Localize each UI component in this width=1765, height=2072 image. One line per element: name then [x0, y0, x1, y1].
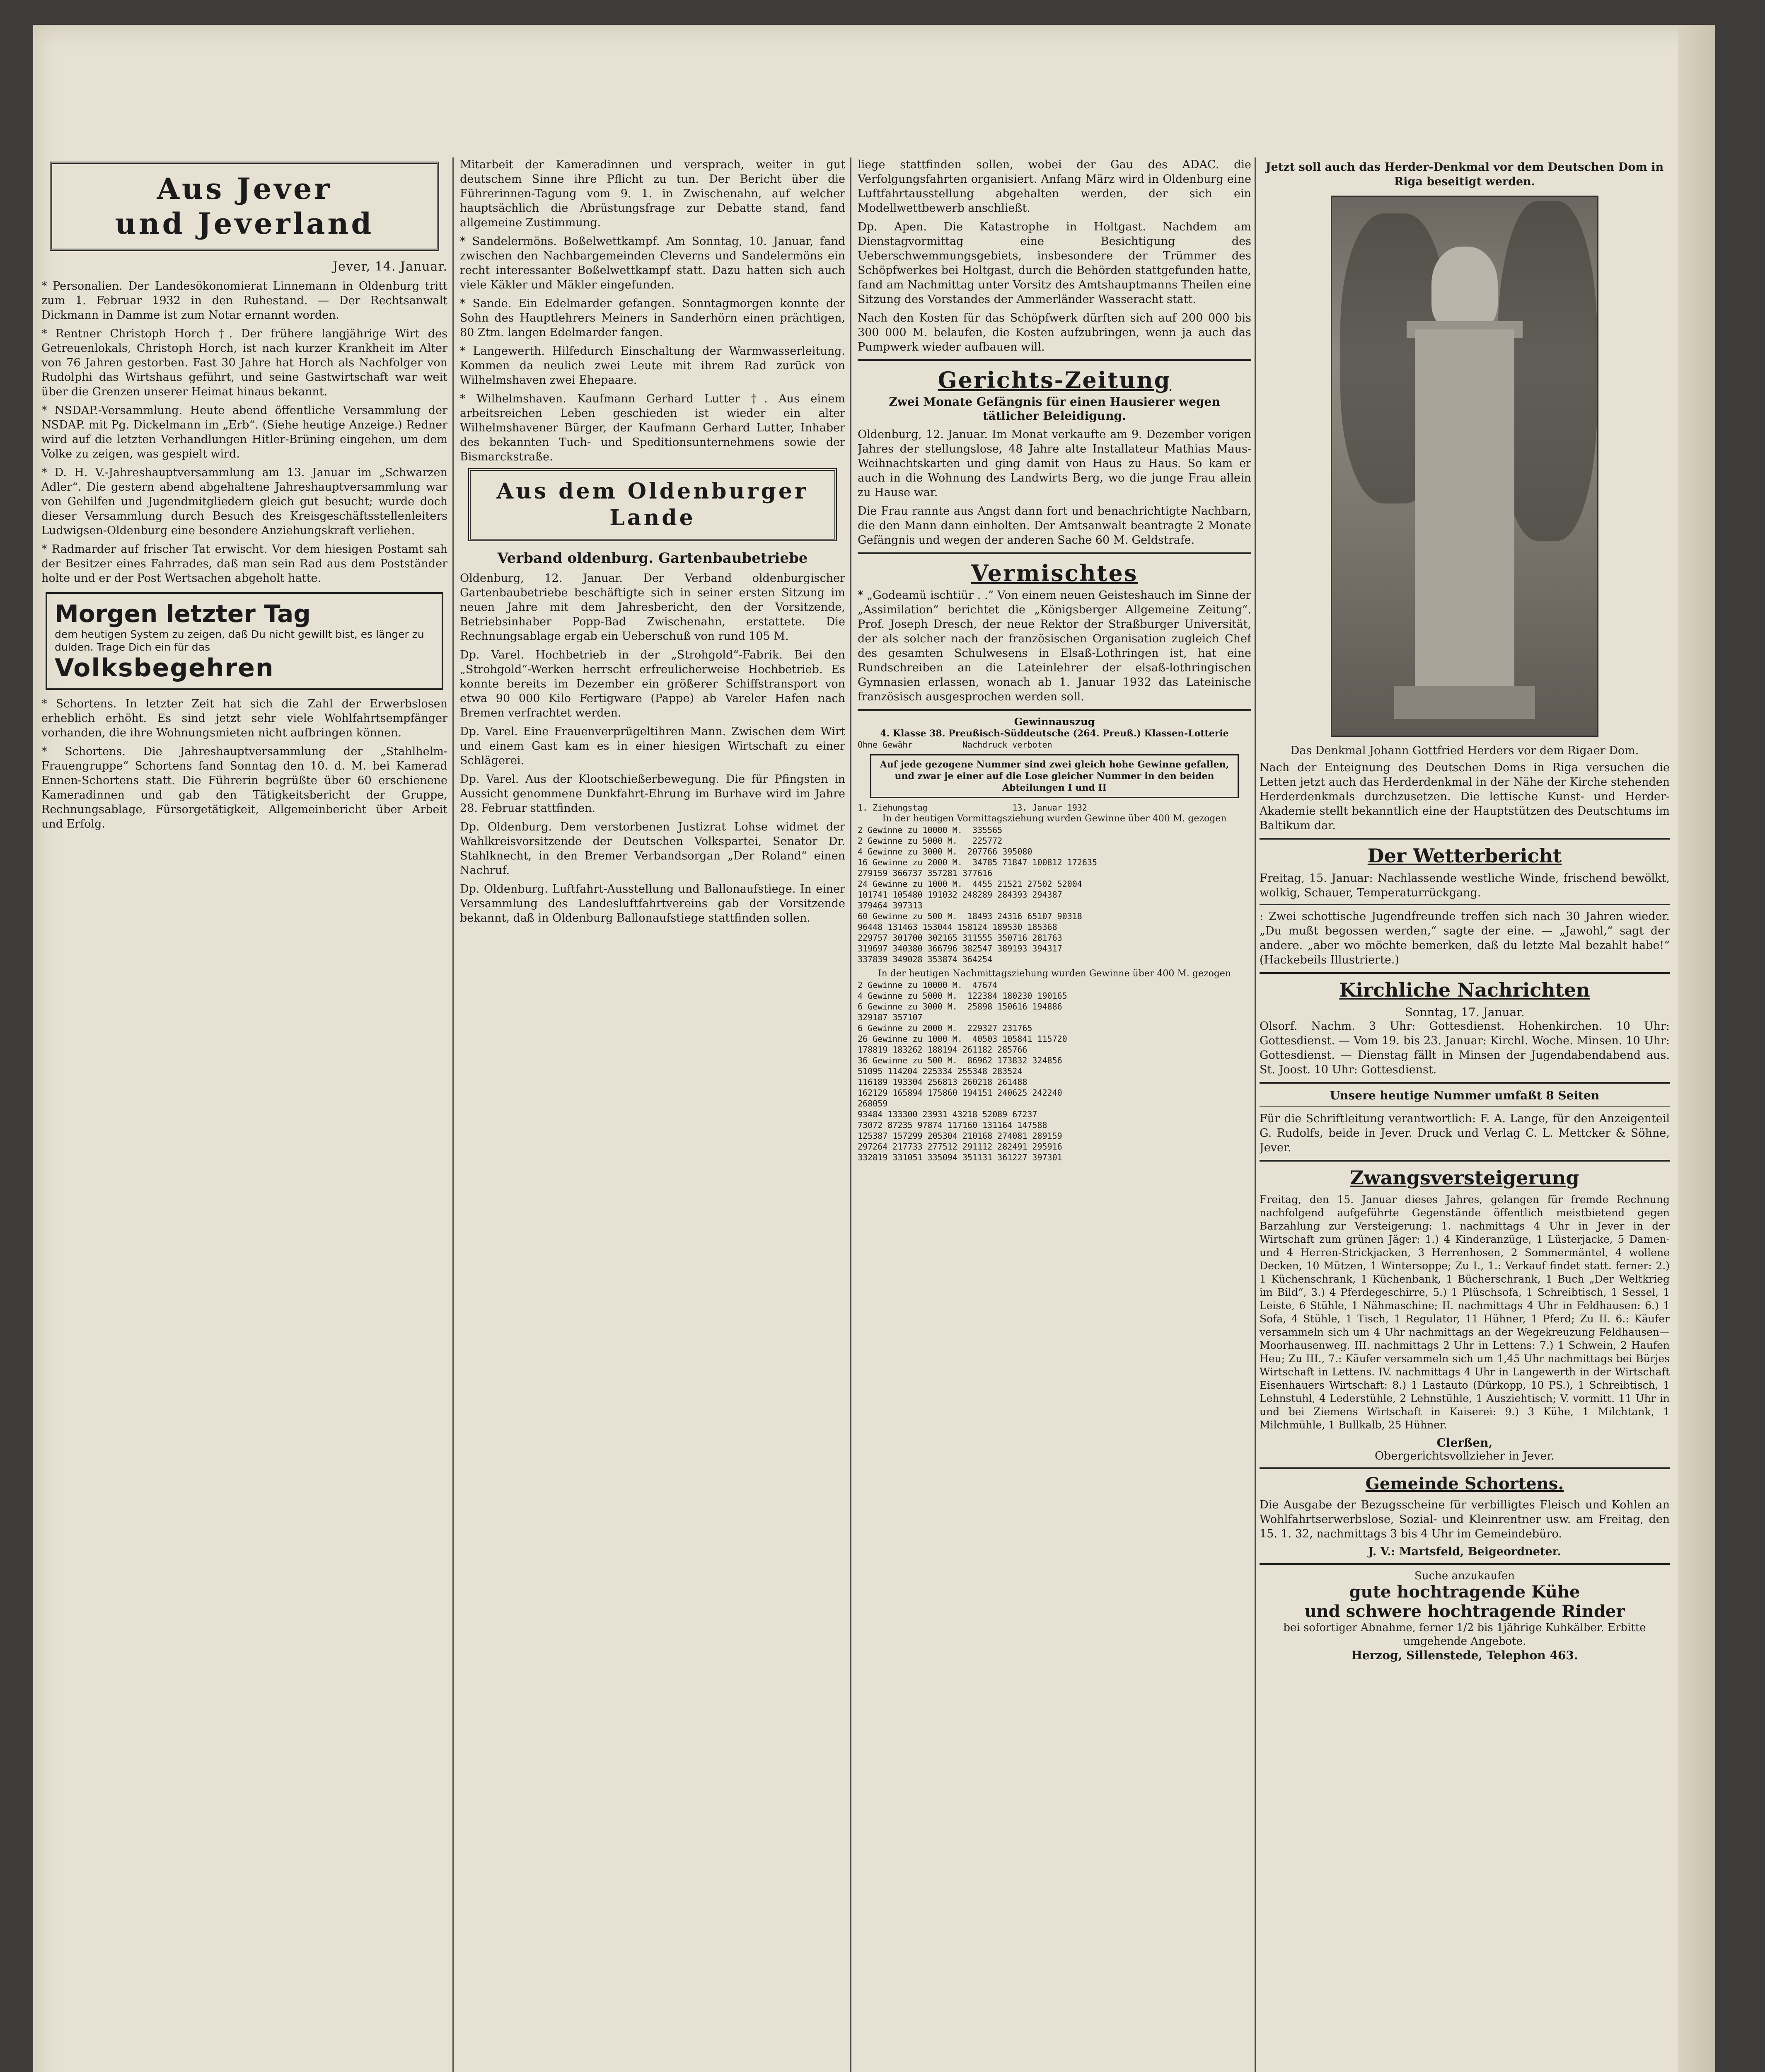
- page-edge: [1678, 25, 1715, 2072]
- article-langewerth: * Langewerth. Hilfedurch Einschaltung der Warmwasserleitung. Kommen da neulich zwei Leute mit ihrem Rad zurück von Wilhelmshaven zwei Ehepaare.: [460, 345, 845, 387]
- divider: [858, 552, 1251, 554]
- article-sande: * Sande. Ein Edelmarder gefangen. Sonntagmorgen konnte der Sohn des Hauptlehrers Meiners in Sanderhörn einen prächtigen, 80 Ztm. langen Edelmarder fangen.: [460, 297, 845, 339]
- ad-volksbegehren-word: Volksbegehren: [55, 654, 274, 683]
- auction-signature-name: Clerßen,: [1436, 1436, 1493, 1450]
- church-services: Olsorf. Nachm. 3 Uhr: Gottesdienst. Hohenkirchen. 10 Uhr: Gottesdienst. — Vom 19. bis 23. Januar: Kirchl. Woche. Minsen. 10 Uhr: Gottesdienst. — Dienstag fällt in Minsen der Jugendabendabend aus. St. Joost. 10 Uhr: Gottesdienst.: [1260, 1020, 1670, 1076]
- photo-caption: Das Denkmal Johann Gottfried Herders vor dem Rigaer Dom.: [1290, 744, 1639, 757]
- auction-signature-title: Obergerichtsvollzieher in Jever.: [1375, 1450, 1555, 1462]
- article-varel-frau: Dp. Varel. Eine Frauenverprügeltihren Mann. Zwischen dem Wirt und einem Gast kam es in einer hiesigen Wirtschaft zu einer Schlägerei.: [460, 725, 845, 767]
- cattle-ad-details: bei sofortiger Abnahme, ferner 1/2 bis 1jährige Kuhkälber. Erbitte umgehende Angebote.: [1283, 1622, 1646, 1648]
- imprint: Für die Schriftleitung verantwortlich: F. A. Lange, für den Anzeigenteil G. Rudolfs, beide in Jever. Druck und Verlag C. L. Mettcker & Söhne, Jever.: [1260, 1112, 1670, 1154]
- divider: [1260, 1563, 1670, 1565]
- church-date: Sonntag, 17. Januar.: [1405, 1005, 1525, 1019]
- herder-monument-photo: [1331, 196, 1598, 737]
- column-3: [858, 157, 1251, 1163]
- section-title-gericht: Gerichts-Zeitung: [938, 367, 1171, 393]
- article-gartenbau: Oldenburg, 12. Januar. Der Verband oldenburgischer Gartenbaubetriebe beschäftigte sich in seiner ersten Sitzung im neuen Jahre mit dem Jahresbericht, den der Vorsitzende, Betriebsinhaber Popp-Bad Zwischenahn, erstattete. Die Rechnungsablage ergab ein Ueberschuß von rund 105 M.: [460, 572, 845, 643]
- divider: [1260, 904, 1670, 905]
- weather-report: Freitag, 15. Januar: Nachlassende westliche Winde, frischend bewölkt, wolkig, Schauer, Temperaturrückgang.: [1260, 872, 1670, 899]
- article-sandelermoens: * Sandelermöns. Boßelwettkampf. Am Sonntag, 10. Januar, fand zwischen den Nachbargemeinden Cleverns und Sandelermöns ein recht interessanter Boßelwettkampf statt. Dazu hatten sich auch viele Käkler und Mäkler eingefunden.: [460, 235, 845, 291]
- article-heading-gartenbau: Verband oldenburg. Gartenbaubetriebe: [497, 550, 808, 566]
- article-dhv: * D. H. V.-Jahreshauptversammlung am 13. Januar im „Schwarzen Adler“. Die gestern abend abgehaltene Jahreshauptversammlung war von Gehilfen und Jugendmitgliedern gleich gut besucht; wurde doch dieser Versammlung durch Besuch des Kreisgeschäftsstellenleiters Ludwigsen-Oldenburg eine besondere Anziehungskraft verliehen.: [41, 466, 447, 537]
- newspaper-page: [33, 25, 1715, 2072]
- section-header-line1: Aus dem Oldenburger: [496, 479, 809, 504]
- church-title: Kirchliche Nachrichten: [1339, 979, 1590, 1001]
- article-holtgast-costs: Nach den Kosten für das Schöpfwerk dürften sich auf 200 000 bis 300 000 M. belaufen, die Kosten aufzubringen, wenn ja auch das Pumpwerk wieder aufbauen will.: [858, 312, 1251, 353]
- article-schortens-erwerbslose: * Schortens. In letzter Zeit hat sich die Zahl der Erwerbslosen erheblich erhöht. Es sind jetzt sehr viele Wohlfahrtsempfänger vorhanden, die ihre Wohnungsmieten nicht aufbringen können.: [41, 697, 447, 739]
- section-title-vermischtes: Vermischtes: [971, 560, 1138, 586]
- article-varel-strohgold: Dp. Varel. Hochbetrieb in der „Strohgold“-Fabrik. Bei den „Strohgold“-Werken herrscht erfreulicherweise Hochbetrieb. Es konnte bereits im Dezember ein größerer Schiffstransport von etwa 90 000 Kilo Fertigware (Pappe) ab Vareler Hafen nach Bremen verfrachtet werden.: [460, 649, 845, 719]
- divider: [1260, 1467, 1670, 1469]
- article-hausierer-2: Die Frau rannte aus Angst dann fort und benachrichtigte Nachbarn, die den Mann dann einholten. Der Amtsanwalt beantragte 2 Monate Gefängnis und wegen der anderen Sache 60 M. Geldstrafe.: [858, 505, 1251, 547]
- lottery-disclaimer: Ohne Gewähr Nachdruck verboten: [858, 740, 1052, 750]
- divider: [858, 709, 1251, 711]
- weather-title: Der Wetterbericht: [1367, 845, 1562, 867]
- dateline: Jever, 14. Januar.: [333, 259, 447, 274]
- page-count-note: Unsere heutige Nummer umfaßt 8 Seiten: [1330, 1089, 1600, 1102]
- divider: [1260, 1082, 1670, 1084]
- section-header-line2: und Jeverland: [115, 206, 374, 241]
- divider: [1260, 838, 1670, 840]
- divider: [1260, 1160, 1670, 1162]
- article-luftfahrt: Dp. Oldenburg. Luftfahrt-Ausstellung und Ballonaufstiege. In einer Versammlung des Landesluftfahrtvereins gab der Vorsitzende bekannt, daß in Oldenburg Ballonaufstiege stattfinden sollen.: [460, 883, 845, 925]
- article-holtgast: Dp. Apen. Die Katastrophe in Holtgast. Nachdem am Dienstagvormittag eine Besichtigung des Ueberschwemmungsgebiets, insbesondere der Trümmer des Schöpfwerkes bei Holtgast, durch die Behörden stattgefunden hatte, fand am Nachmittag unter Vorsitz des Amtshauptmanns Theilen eine Sitzung des Vorstandes der Ammerländer Wasseracht statt.: [858, 220, 1251, 306]
- article-herder: Nach der Enteignung des Deutschen Doms in Riga versuchen die Letten jetzt auch das Herderdenkmal in der Nähe der Kirche stehenden Herderdenkmals durchzusetzen. Die lettische Kunst- und Herder-Akademie stellt bekanntlich eine der Hauptstützen des Deutschtums im Baltikum dar.: [1260, 761, 1670, 832]
- article-schortens-stahlhelm: * Schortens. Die Jahreshauptversammlung der „Stahlhelm-Frauengruppe“ Schortens fand Sonntag den 10. d. M. bei Kamerad Ennen-Schortens statt. Die Führerin begrüßte über 60 erschienene Kameradinnen und gab den Tätigkeitsbericht der Gruppe, Rechnungsablage, Fürsorgetätigkeit, Allgemeinbericht über Arbeit und Erfolg.: [41, 745, 447, 830]
- cattle-ad-line2: und schwere hochtragende Rinder: [1304, 1602, 1625, 1621]
- column-rule: [1255, 157, 1256, 2072]
- article-nsdap: * NSDAP.-Versammlung. Heute abend öffentliche Versammlung der NSDAP. mit Pg. Dickelmann im „Erb“. (Siehe heutige Anzeige.) Redner wird auf die letzten Verhandlungen Hitler-Brüning eingehen, um dem Volke zu zeigen, was gespielt wird.: [41, 404, 447, 460]
- lottery-morning-numbers: 2 Gewinne zu 10000 M. 335565 2 Gewinne zu 5000 M. 225772 4 Gewinne zu 3000 M. 207766 395080 16 Gewinne zu 2000 M. 34785 71847 100812 172635 279159 366737 357281 377616 24 Gewinne zu 1000 M. 4455 21521 27502 52004 101741 105480 191032 248289 284393 294387 379464 397313 60 Gewinne zu 500 M. 18493 24316 65107 90318 96448 131463 153044 158124 189530 185368 229757 301700 302165 311555 350716 281763 319697 340380 366796 382547 389193 394317 337839 349028 353874 364254: [858, 825, 1097, 964]
- joke: : Zwei schottische Jugendfreunde treffen sich nach 30 Jahren wieder. „Du mußt begossen werden,“ sagte der eine. — „Jawohl,“ sagt der andere. „aber wo möchte bemerken, daß du letzte Mal bezahlt habe!“ (Hackebeils Illustrierte.): [1260, 910, 1670, 966]
- divider: [858, 359, 1251, 361]
- ad-text: dem heutigen System zu zeigen, daß Du nicht gewillt bist, es länger zu dulden. Trage Dich ein für das: [55, 628, 424, 653]
- column-rule: [850, 157, 851, 2072]
- divider: [1260, 972, 1670, 974]
- lottery-draw-day: 1. Ziehungstag 13. Januar 1932: [858, 803, 1087, 813]
- section-header-oldenburg: [468, 468, 837, 541]
- article-godeamue: * „Godeamü ischtiür . .“ Von einem neuen Geisteshauch im Sinne der „Assimilation“ berichtet die „Königsberger Allgemeine Zeitung“. Prof. Joseph Dresch, der neue Rektor der Straßburger Universität, der als solcher nach der französischen Organisation zugleich Chef des gesamten Schulwesens in Elsaß-Lothringen ist, hat eine Rundschreiben an die Lateinlehrer der elsaß-lothringischen Gymnasien erlassen, wonach ab 1. Januar 1932 das Lateinische französisch ausgesprochen werden soll.: [858, 589, 1251, 703]
- lottery-subhead: 4. Klasse 38. Preußisch-Süddeutsche (264. Preuß.) Klassen-Lotterie: [880, 728, 1229, 739]
- article-hausierer: Oldenburg, 12. Januar. Im Monat verkaufte am 9. Dezember vorigen Jahres der stellungslose, 48 Jahre alte Installateur Mathias Maus-Weihnachtskarten und ging damit von Haus zu Haus. So kam er auch in die Wohnung des Landwirts Berg, wo die junge Frau allein zu Hause war.: [858, 428, 1251, 499]
- lottery-morning-head: In der heutigen Vormittagsziehung wurden Gewinne über 400 M. gezogen: [882, 813, 1227, 824]
- divider: [1260, 1106, 1670, 1107]
- column-1: [41, 157, 447, 835]
- lottery-note-box: Auf jede gezogene Nummer sind zwei gleich hohe Gewinne gefallen, und zwar je einer auf die Lose gleicher Nummer in den beiden Abteilungen I und II: [870, 754, 1239, 798]
- article-varel-kloot: Dp. Varel. Aus der Klootschießerbewegung. Die für Pfingsten in Aussicht genommene Dunkfahrt-Ehrung im Burhave wird im Jahre 28. Februar stattfinden.: [460, 773, 845, 815]
- municipality-notice: Die Ausgabe der Bezugsscheine für verbilligtes Fleisch und Kohlen an Wohlfahrtserwerbslose, Sozial- und Kleinrentner usw. am Freitag, den 15. 1. 32, nachmittags 3 bis 4 Uhr im Gemeindebüro.: [1260, 1498, 1670, 1540]
- article-continued: Mitarbeit der Kameradinnen und versprach, weiter in gut deutschem Sinne ihre Pflicht zu tun. Der Bericht über die Führerinnen-Tagung vom 9. 1. in Zwischenahn, auf welcher hauptsächlich die Abrüstungsfrage zur Debatte stand, fand allgemeine Zustimmung.: [460, 158, 845, 229]
- lottery-results: [858, 716, 1251, 1163]
- article-heading-hausierer: Zwei Monate Gefängnis für einen Hausierer wegen tätlicher Beleidigung.: [889, 395, 1220, 423]
- lottery-afternoon-head: In der heutigen Nachmittagsziehung wurden Gewinne über 400 M. gezogen: [878, 968, 1231, 979]
- column-2: [460, 157, 845, 929]
- ad-headline: Morgen letzter Tag: [55, 600, 311, 628]
- cattle-ad-intro: Suche anzukaufen: [1414, 1570, 1515, 1582]
- auction-title: Zwangsversteigerung: [1350, 1167, 1579, 1189]
- section-header-line2: Lande: [609, 505, 696, 530]
- cattle-ad-contact: Herzog, Sillenstede, Telephon 463.: [1351, 1648, 1578, 1662]
- section-header-jever: [50, 162, 439, 251]
- auction-text: Freitag, den 15. Januar dieses Jahres, gelangen für fremde Rechnung nachfolgend aufgeführte Gegenstände öffentlich meistbietend gegen Barzahlung zur Versteigerung: 1. nachmittags 4 Uhr in Jever in der Wirtschaft zum grünen Jäger: 1.) 4 Kinderanzüge, 1 Lüsterjacke, 5 Damen- und 4 Herren-Strickjacken, 3 Herrenhosen, 2 Sommermäntel, 4 wollene Decken, 10 Mützen, 1 Wintersoppe; Zu I., 1.: Verkauf findet statt. ferner: 2.) 1 Küchenschrank, 1 Küchenbank, 1 Bücherschrank, 1 Buch „Der Weltkrieg im Bild“, 3.) 4 Pferdegeschirre, 5.) 1 Plüschsofa, 1 Schreibtisch, 1 Sessel, 1 Leiste, 6 Stühle, 1 Nähmaschine; II. nachmittags 4 Uhr in Feldhausen: 6.) 1 Sofa, 4 Stühle, 1 Tisch, 1 Regulator, 11 Hühner, 1 Pferd; Zu II. 6.: Käufer versammeln sich um 4 Uhr nachmittags an der Wegekreuzung Feldhausen—Moorhausenweg. III. nachmittags 2 Uhr in Lettens: 7.) 1 Schwein, 2 Haufen Heu; Zu III., 7.: Käufer versammeln sich um 1,45 Uhr nachmittags bei Bürjes Wirtschaft in Lettens. IV. nachmittags 4 Uhr in Langewerth in der Wirtschaft Eisenhauers Wirtschaft: 8.) 1 Lastauto (Dürkopp, 10 PS.), 1 Schreibtisch, 1 Lehnstuhl, 4 Lederstühle, 2 Lehnstühle, 1 Ausziehtisch; V. vormitt. 11 Uhr in und bei Ziemens Wirtschaft in Kaiserei: 9.) 3 Kühe, 1 Milchtank, 1 Milchmühle, 1 Bullkalb, 25 Hühner.: [1260, 1193, 1670, 1431]
- article-lohse: Dp. Oldenburg. Dem verstorbenen Justizrat Lohse widmet der Wahlkreisvorsitzende der Deutschen Volkspartei, Senator Dr. Stahlknecht, in den Bremer Verbandsorgan „Der Roland“ einen Nachruf.: [460, 821, 845, 877]
- column-rule: [452, 157, 454, 2072]
- ad-volksbegehren: [46, 592, 443, 690]
- municipality-title: Gemeinde Schortens.: [1365, 1474, 1564, 1493]
- section-header-line1: Aus Jever: [157, 172, 332, 206]
- lottery-afternoon-numbers: 2 Gewinne zu 10000 M. 47674 4 Gewinne zu 5000 M. 122384 180230 190165 6 Gewinne zu 3000 M. 25898 150616 194886 329187 357107 6 Gewinne zu 2000 M. 229327 231765 26 Gewinne zu 1000 M. 40503 105841 115720 178819 183262 188194 261182 285766 36 Gewinne zu 500 M. 86962 173832 324856 51095 114204 225334 255348 283524 116189 193304 256813 260218 261488 162129 165894 175860 194151 240625 242240 268059 93484 133300 23931 43218 52089 67237 73072 87235 97874 117160 131164 147588 125387 157299 205304 210168 274081 289159 297264 217733 277512 291112 282491 295916 332819 331051 335094 351131 361227 397301: [858, 980, 1067, 1162]
- article-personalien: * Personalien. Der Landesökonomierat Linnemann in Oldenburg tritt zum 1. Februar 1932 in den Ruhestand. — Der Rechtsanwalt Dickmann in Damme ist zum Notar ernannt worden.: [41, 280, 447, 322]
- column-4: [1260, 157, 1670, 1662]
- cattle-ad-line1: gute hochtragende Kühe: [1349, 1582, 1580, 1602]
- article-wilhelmshaven: * Wilhelmshaven. Kaufmann Gerhard Lutter †. Aus einem arbeitsreichen Leben geschieden ist wieder ein alter Wilhelmshavener Bürger, der Kaufmann Gerhard Lutter, Inhaber des bekannten Tuch- und Speditionsunternehmens sowie der Bismarckstraße.: [460, 392, 845, 463]
- article-horch: * Rentner Christoph Horch †. Der frühere langjährige Wirt des Getreuenlokals, Christoph Horch, ist nach kurzer Krankheit im Alter von 76 Jahren gestorben. Fast 30 Jahre hat Horch als Nachfolger von Rudolphi das Wirtshaus geführt, und seine Gastwirtschaft war weit über die Grenzen unserer Heimat hinaus bekannt.: [41, 327, 447, 398]
- lottery-head: Gewinnauszug: [1014, 716, 1095, 728]
- article-radmarder: * Radmarder auf frischer Tat erwischt. Vor dem hiesigen Postamt sah der Besitzer eines Fahrrades, daß man sein Rad aus dem Postständer holte und er der Post Wertsachen abgeholt hatte.: [41, 543, 447, 585]
- municipality-signature: J. V.: Martsfeld, Beigeordneter.: [1368, 1545, 1561, 1558]
- photo-caption-top: Jetzt soll auch das Herder-Denkmal vor dem Deutschen Dom in Riga beseitigt werden.: [1265, 161, 1664, 188]
- article-continued: liege stattfinden sollen, wobei der Gau des ADAC. die Verfolgungsfahrten organisiert. Anfang März wird in Oldenburg eine Luftfahrtausstellung abgehalten werden, der sich ein Modellwettbewerb anschließt.: [858, 158, 1251, 215]
